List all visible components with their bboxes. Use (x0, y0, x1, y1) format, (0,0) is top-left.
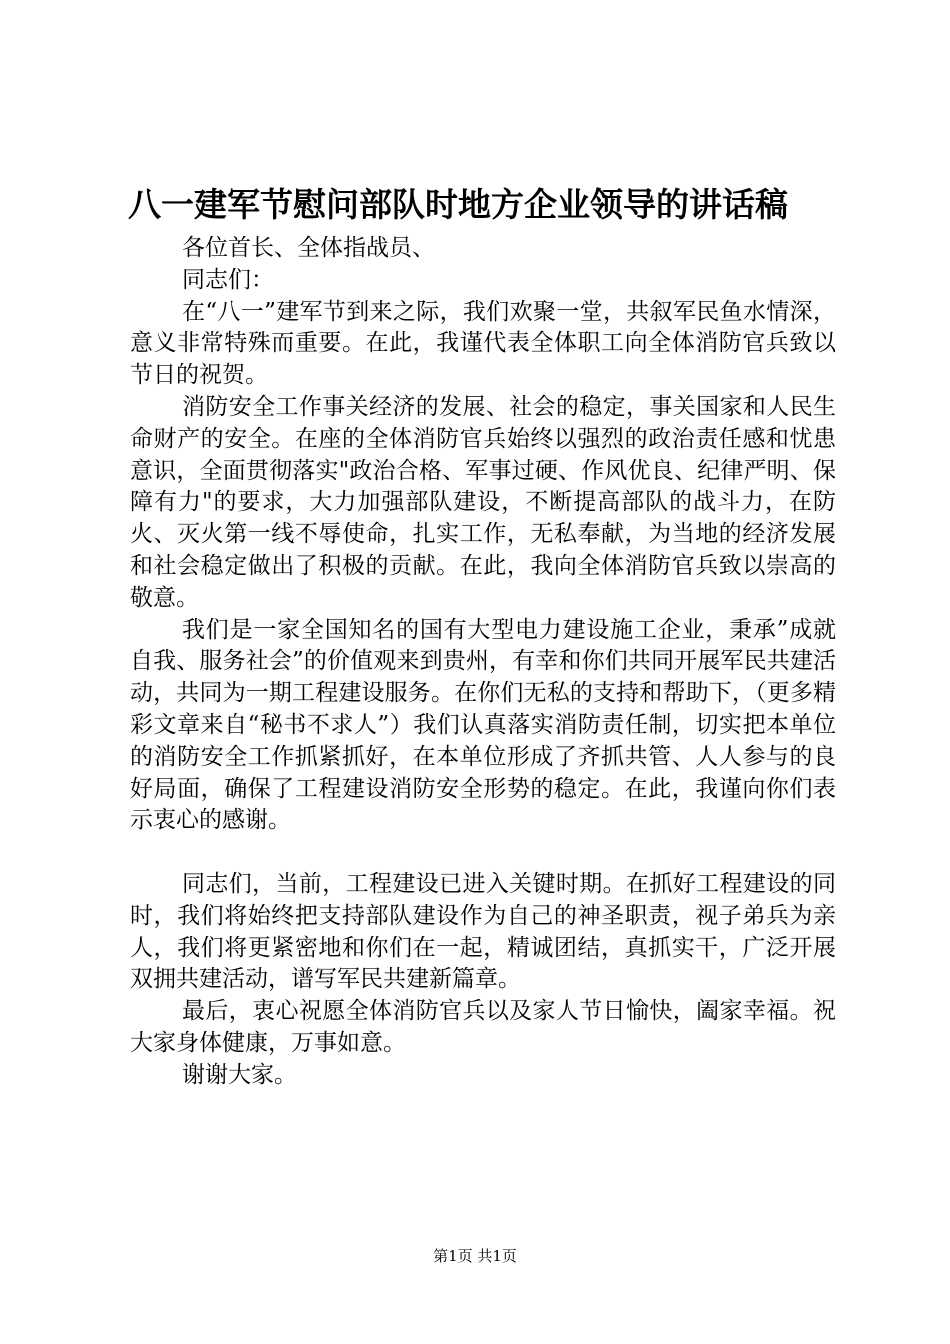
paragraph-spacer (130, 837, 836, 869)
paragraph-greeting: 在“八一”建军节到来之际，我们欢聚一堂，共叙军民鱼水情深，意义非常特殊而重要。在此，我谨代表全体职工向全体消防官兵致以节日的祝贺。 (130, 298, 836, 389)
paragraph-fire-safety: 消防安全工作事关经济的发展、社会的稳定，事关国家和人民生命财产的安全。在座的全体消防官兵始终以强烈的政治责任感和忧患意识，全面贯彻落实"政治合格、军事过硬、作风优良、纪律严明、保障有力"的要求，大力加强部队建设，不断提高部队的战斗力，在防火、灭火第一线不辱使命，扎实工作，无私奉献，为当地的经济发展和社会稳定做出了积极的贡献。在此，我向全体消防官兵致以崇高的敬意。 (130, 393, 836, 611)
document-title: 八一建军节慰问部队时地方企业领导的讲话稿 (128, 185, 788, 224)
closing-line: 谢谢大家。 (182, 1061, 297, 1088)
document-body (130, 233, 836, 1092)
paragraph-wishes: 最后，衷心祝愿全体消防官兵以及家人节日愉快，阖家幸福。祝大家身体健康，万事如意。 (130, 998, 836, 1056)
salutation-line-2: 同志们： (182, 266, 274, 293)
salutation-line-1: 各位首长、全体指战员、 (182, 235, 435, 261)
page-footer: 第1页 共1页 (433, 1247, 517, 1265)
paragraph-company: 我们是一家全国知名的国有大型电力建设施工企业，秉承”成就自我、服务社会”的价值观来到贵州，有幸和你们共同开展军民共建活动，共同为一期工程建设服务。在你们无私的支持和帮助下，（更多精彩文章来自“秘书不求人”）我们认真落实消防责任制，切实把本单位的消防安全工作抓紧抓好，在本单位形成了齐抓共管、人人参与的良好局面，确保了工程建设消防安全形势的稳定。在此，我谨向你们表示衷心的感谢。 (130, 616, 836, 834)
paragraph-commitment: 同志们，当前，工程建设已进入关键时期。在抓好工程建设的同时，我们将始终把支持部队建设作为自己的神圣职责，视子弟兵为亲人，我们将更紧密地和你们在一起，精诚团结，真抓实干，广泛开展双拥共建活动，谱写军民共建新篇章。 (130, 870, 836, 993)
